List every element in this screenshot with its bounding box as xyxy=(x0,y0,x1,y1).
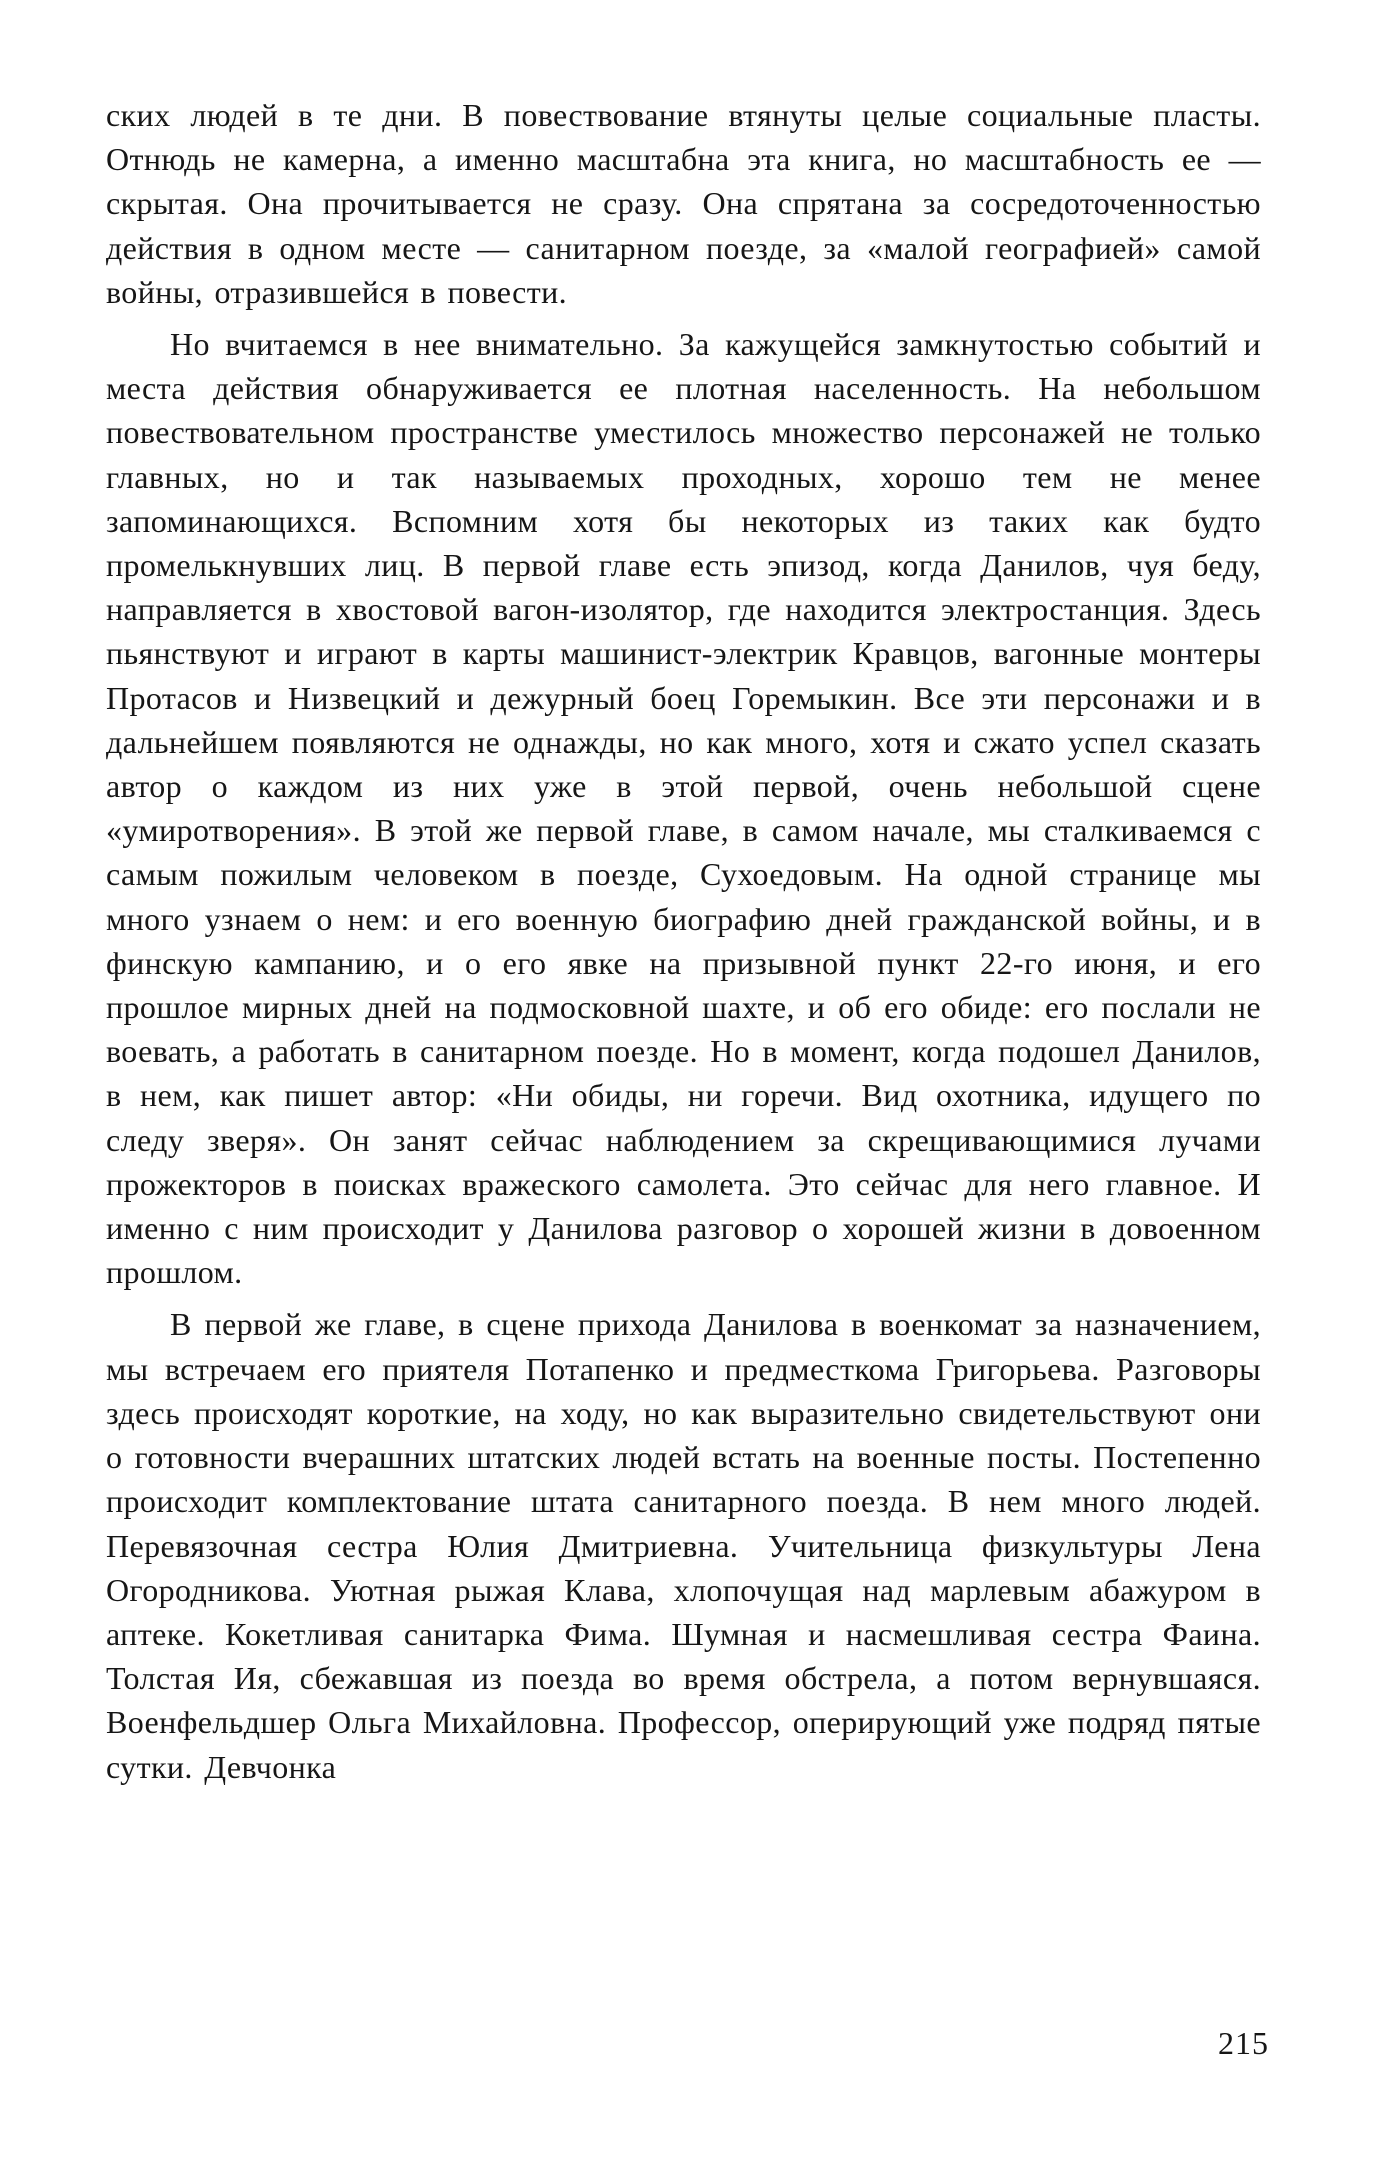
paragraph-1: ских людей в те дни. В повествование втянуты целые социальные пласты. Отнюдь не камерна, а именно масштабна эта книга, но масштабность ее — скрытая. Она прочитывается не сразу. Она спрятана за сосредоточенностью действия в одном месте — санитарном поезде, за «малой географией» самой войны, отразившейся в повести. xyxy=(106,97,1261,310)
paragraph-3: В первой же главе, в сцене прихода Данилова в военкомат за назначением, мы встречаем его приятеля Потапенко и предместкома Григорьева. Разговоры здесь происходят короткие, на ходу, но как выразительно свидетельствуют они о готовности вчерашних штатских людей встать на военные посты. Постепенно происходит комплектование штата санитарного поезда. В нем много людей. Перевязочная сестра Юлия Дмитриевна. Учительница физкультуры Лена Огородникова. Уютная рыжая Клава, хлопочущая над марлевым абажуром в аптеке. Кокетливая санитарка Фима. Шумная и насмешливая сестра Фаина. Толстая Ия, сбежавшая из поезда во время обстрела, а потом вернувшаяся. Военфельдшер Ольга Михайловна. Профессор, оперирующий уже подряд пятые сутки. Девчонка xyxy=(106,1306,1261,1785)
page-text-block xyxy=(106,93,1261,1789)
paragraph-2: Но вчитаемся в нее внимательно. За кажущейся замкнутостью событий и места действия обнаруживается ее плотная населенность. На небольшом повествовательном пространстве уместилось множество персонажей не только главных, но и так называемых проходных, хорошо тем не менее запоминающихся. Вспомним хотя бы некоторых из таких как будто промелькнувших лиц. В первой главе есть эпизод, когда Данилов, чуя беду, направляется в хвостовой вагон-изолятор, где находится электростанция. Здесь пьянствуют и играют в карты машинист-электрик Кравцов, вагонные монтеры Протасов и Низвецкий и дежурный боец Горемыкин. Все эти персонажи и в дальнейшем появляются не однажды, но как много, хотя и сжато успел сказать автор о каждом из них уже в этой первой, очень небольшой сцене «умиротворения». В этой же первой главе, в самом начале, мы сталкиваемся с самым пожилым человеком в поезде, Сухоедовым. На одной странице мы много узнаем о нем: и его военную биографию дней гражданской войны, и в финскую кампанию, и о его явке на призывной пункт 22-го июня, и его прошлое мирных дней на подмосковной шахте, и об его обиде: его послали не воевать, а работать в санитарном поезде. Но в момент, когда подошел Данилов, в нем, как пишет автор: «Ни обиды, ни горечи. Вид охотника, идущего по следу зверя». Он занят сейчас наблюдением за скрещивающимися лучами прожекторов в поисках вражеского самолета. Это сейчас для него главное. И именно с ним происходит у Данилова разговор о хорошей жизни в довоенном прошлом. xyxy=(106,326,1261,1291)
page-number: 215 xyxy=(1218,2025,1269,2061)
